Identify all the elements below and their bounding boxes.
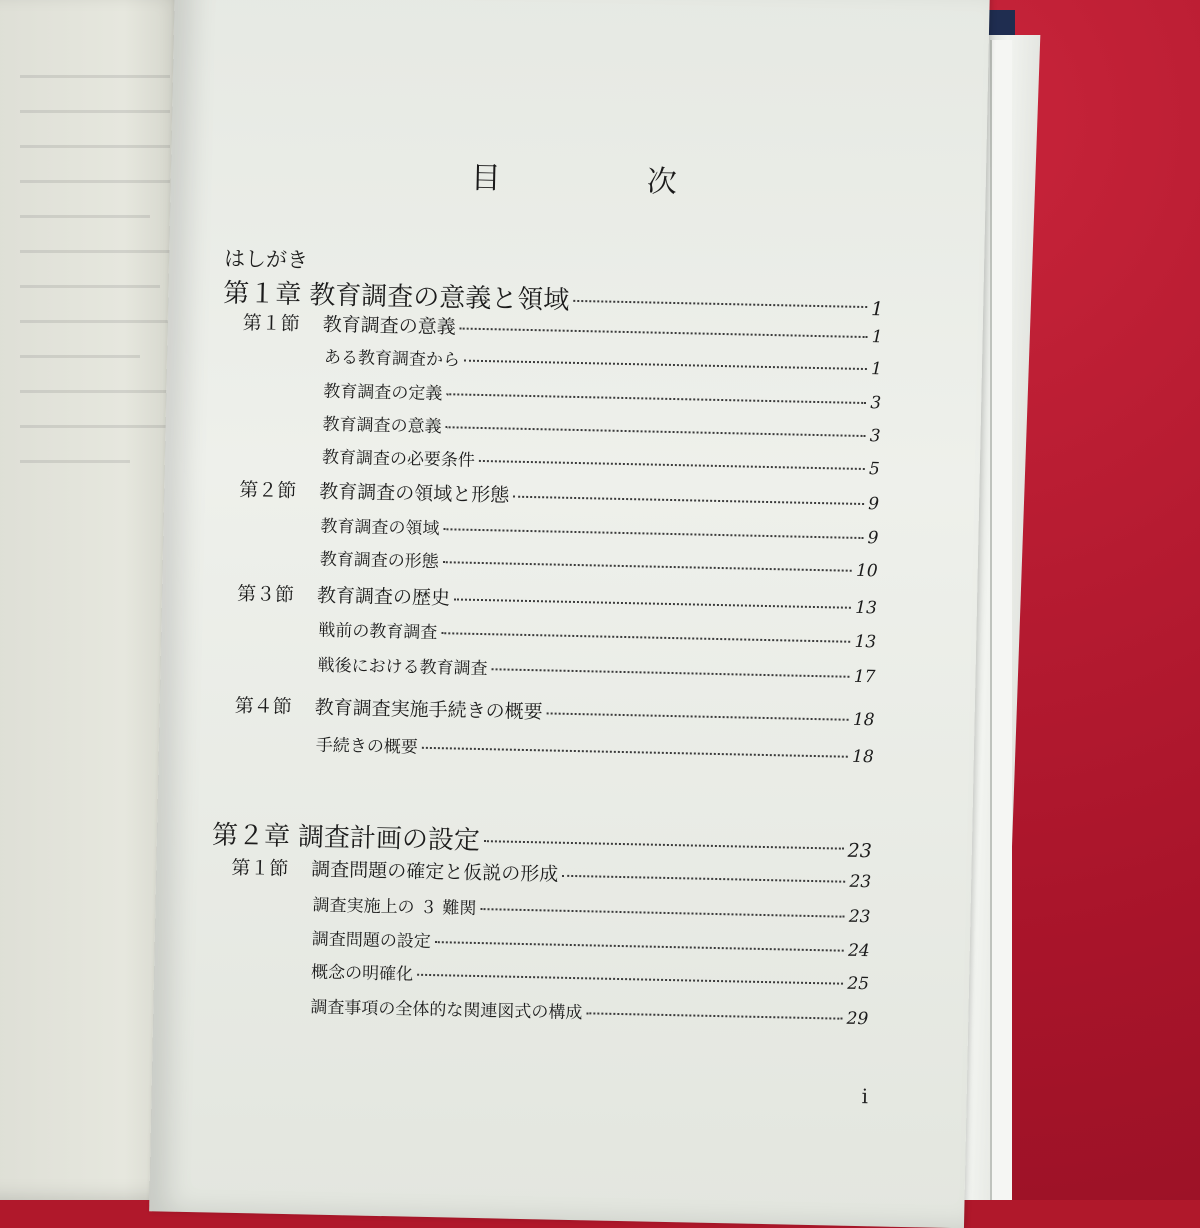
- toc-entry-title: 教育調査の必要条件: [321, 447, 476, 471]
- page-title: 目 次: [470, 160, 736, 202]
- toc-entry-item: [323, 377, 881, 414]
- dot-leader: [562, 874, 845, 882]
- toc-entry-page: 18: [852, 709, 875, 731]
- toc-entry-page: 3: [869, 426, 881, 447]
- toc-entry-page: 10: [855, 560, 878, 582]
- toc-entry-item: [316, 731, 874, 768]
- book-cover: [990, 40, 1012, 1200]
- toc-entry-page: 1: [870, 298, 884, 321]
- toc-entry-number: 第２章: [211, 820, 291, 853]
- toc-entry-item: [318, 616, 876, 653]
- dot-leader: [484, 840, 844, 850]
- dot-leader: [454, 598, 851, 608]
- dot-leader: [547, 712, 849, 720]
- toc-entry-page: 23: [847, 839, 873, 863]
- toc-entry-title: 教育調査の領域: [320, 516, 440, 540]
- toc-entry-page: 9: [867, 528, 879, 549]
- toc-entry-page: 13: [855, 597, 878, 619]
- toc-entry-number: 第１節: [242, 311, 300, 336]
- dot-leader: [479, 459, 865, 469]
- toc-entry-section: [234, 691, 874, 731]
- dot-leader: [446, 426, 866, 437]
- toc-entry-page: 17: [853, 666, 876, 688]
- toc-entry-title: 教育調査の定義: [323, 381, 443, 405]
- toc-entry-page: 1: [870, 359, 883, 380]
- toc-entry-item: [312, 925, 870, 962]
- toc-entry-item: [320, 545, 878, 582]
- toc-entry-section: [239, 475, 879, 515]
- toc-entry-title: 教育調査の意義: [322, 414, 442, 438]
- toc-entry-title: 戦後における教育調査: [317, 655, 488, 680]
- toc-entry-title: 教育調査の形態: [319, 549, 439, 573]
- toc-entry-title: 調査計画の設定: [297, 822, 481, 857]
- dot-leader: [480, 908, 845, 918]
- toc-entry-item: [310, 993, 868, 1030]
- toc-entry-title: 教育調査の意義と領域: [309, 280, 570, 316]
- dot-leader: [422, 746, 848, 757]
- toc-entry-number: 第１節: [231, 856, 289, 881]
- toc-entry-page: 23: [848, 906, 871, 928]
- toc-entry-item: [324, 343, 882, 380]
- toc-entry-page: 1: [871, 327, 883, 348]
- dot-leader: [460, 327, 868, 338]
- dot-leader: [435, 941, 844, 952]
- dot-leader: [443, 528, 863, 539]
- toc-entry-number: 第２節: [239, 478, 297, 503]
- toc-entry-number: 第４節: [234, 694, 292, 719]
- toc-entry-title: 調査実施上の ３ 難関: [312, 895, 477, 919]
- toc-entry-item: [312, 891, 870, 928]
- toc-entry-title: 戦前の教育調査: [318, 620, 438, 644]
- dot-leader: [586, 1012, 842, 1019]
- toc-entry-item: [322, 410, 880, 447]
- toc-entry-title: 調査問題の確定と仮説の形成: [311, 858, 559, 886]
- toc-entry-section: [237, 579, 877, 619]
- toc-entry-page: 5: [868, 459, 881, 480]
- dot-leader: [513, 495, 864, 504]
- toc-entry-title: 調査問題の設定: [311, 929, 432, 953]
- toc-entry-page: 29: [846, 1008, 869, 1030]
- toc-entry-page: 25: [847, 973, 870, 995]
- toc-entry-title: 教育調査の領域と形態: [318, 480, 510, 507]
- toc-entry-title: 手続きの概要: [315, 735, 419, 758]
- toc-entry-title: 調査事項の全体的な関連図式の構成: [310, 997, 583, 1024]
- toc-entry-page: 13: [854, 631, 877, 653]
- dot-leader: [443, 561, 852, 572]
- toc-entry-number: 第３節: [236, 582, 295, 607]
- front-matter-entry: [224, 243, 309, 275]
- toc-entry-number: 第１章: [223, 278, 302, 311]
- toc-page: [149, 0, 990, 1228]
- toc-entry-page: 3: [870, 393, 882, 414]
- toc-entry-item: [311, 958, 869, 995]
- toc-entry-item: [320, 512, 878, 549]
- dot-leader: [573, 299, 867, 307]
- dot-leader: [441, 632, 850, 643]
- toc-entry-page: 18: [851, 746, 874, 768]
- dot-leader: [446, 393, 866, 404]
- toc-entry-page: 23: [849, 871, 872, 893]
- toc-entry-title: 教育調査実施手続きの概要: [314, 696, 543, 724]
- toc-entry-title: 教育調査の意義: [322, 313, 456, 339]
- toc-entry-item: [317, 651, 875, 688]
- toc-entry-item: [322, 443, 880, 480]
- dot-leader: [417, 973, 843, 984]
- toc-entry-title: 概念の明確化: [310, 962, 414, 985]
- toc-entry-title: 教育調査の歴史: [316, 584, 451, 610]
- dot-leader: [492, 668, 850, 678]
- dot-leader: [464, 359, 867, 369]
- front-matter-label: はしがき: [223, 246, 309, 273]
- toc-entry-page: 24: [847, 940, 870, 962]
- toc-entry-page: 9: [868, 494, 880, 515]
- toc-entry-title: ある教育調査から: [323, 347, 461, 371]
- page-number: i: [861, 1084, 869, 1109]
